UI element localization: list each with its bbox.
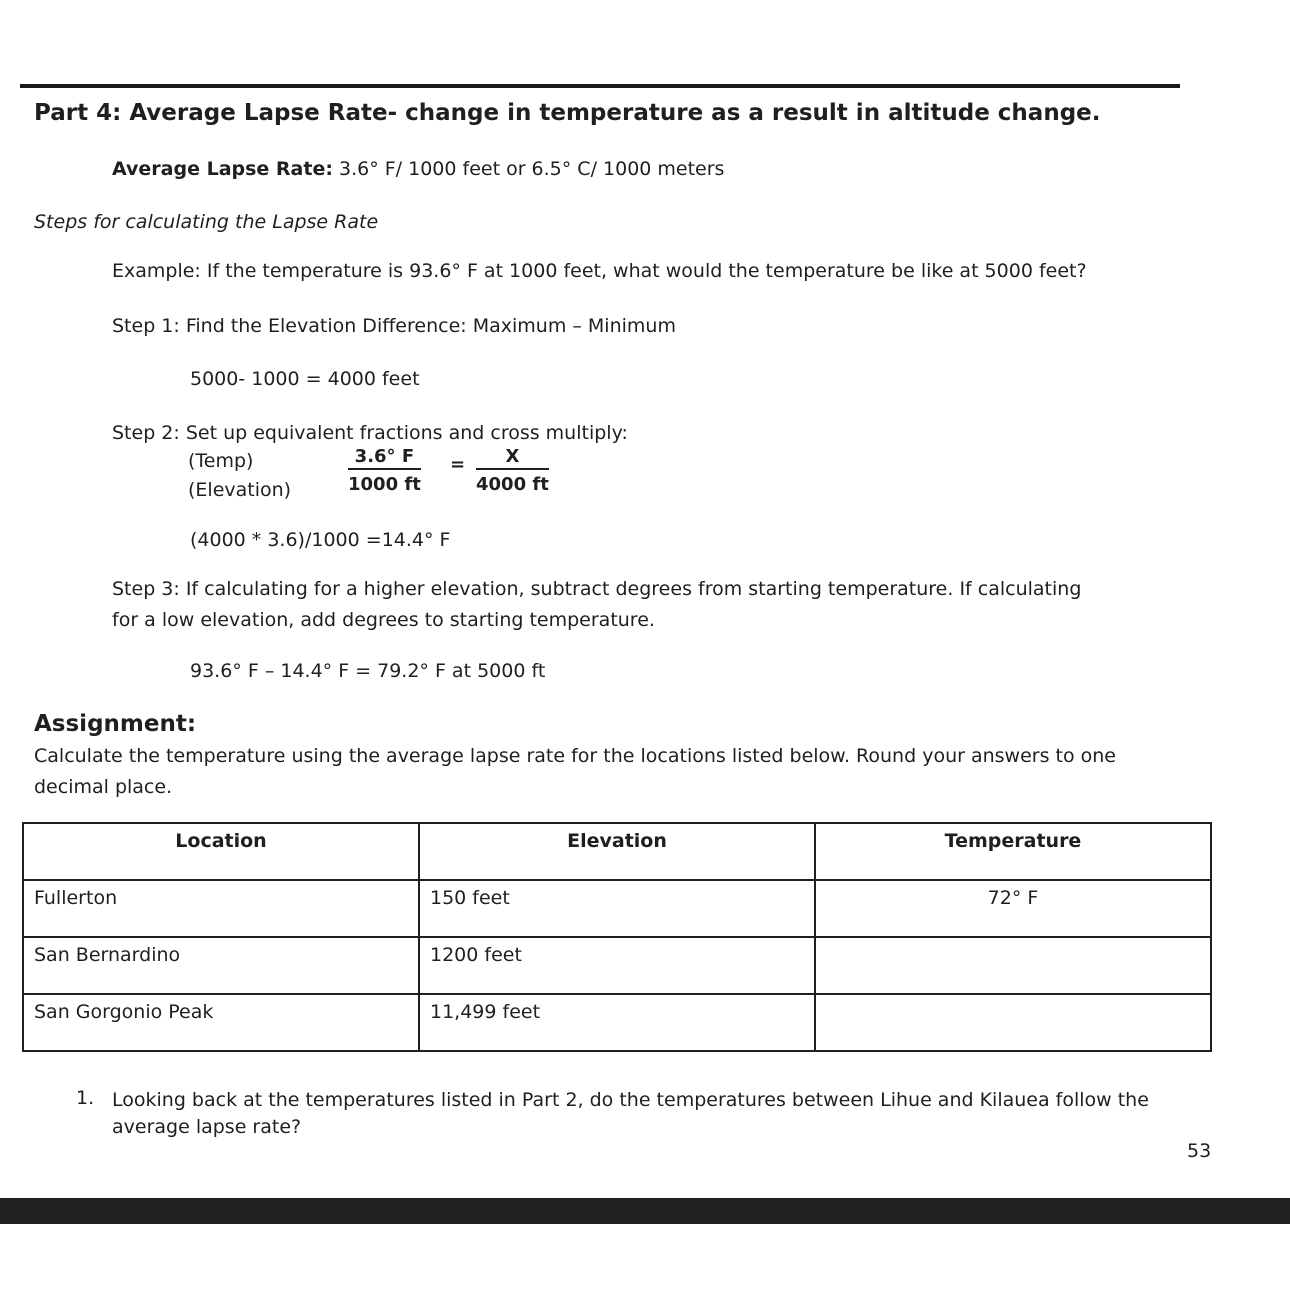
cell-location: San Bernardino xyxy=(23,937,419,994)
fraction-setup xyxy=(188,448,568,508)
average-lapse-rate-label: Average Lapse Rate: xyxy=(112,158,333,180)
table-header-row xyxy=(23,823,1211,880)
header-location: Location xyxy=(23,823,419,880)
label-elevation: (Elevation) xyxy=(188,479,292,501)
question-text: Looking back at the temperatures listed in Part 2, do the temperatures between Lihue and Kilauea follow the average lapse rate? xyxy=(112,1089,1149,1138)
cell-temperature[interactable] xyxy=(815,994,1211,1051)
step3-calc: 93.6° F – 14.4° F = 79.2° F at 5000 ft xyxy=(190,660,546,682)
cell-location: San Gorgonio Peak xyxy=(23,994,419,1051)
assignment-heading: Assignment: xyxy=(34,711,197,737)
cell-location: Fullerton xyxy=(23,880,419,937)
fraction-unknown-denominator: 4000 ft xyxy=(476,474,549,495)
step2-calc: (4000 * 3.6)/1000 =14.4° F xyxy=(190,529,451,551)
header-temperature: Temperature xyxy=(815,823,1211,880)
step3-line2: for a low elevation, add degrees to starting temperature. xyxy=(112,609,655,631)
page-number: 53 xyxy=(1187,1140,1212,1162)
cell-temperature[interactable]: 72° F xyxy=(815,880,1211,937)
fraction-rate xyxy=(348,446,421,495)
assignment-body: Calculate the temperature using the average lapse rate for the locations listed below. Round your answers to one decimal place. xyxy=(34,745,1116,798)
step2-text: Step 2: Set up equivalent fractions and cross multiply: xyxy=(112,422,628,444)
average-lapse-rate xyxy=(112,158,724,180)
cell-elevation: 1200 feet xyxy=(419,937,815,994)
fraction-rate-denominator: 1000 ft xyxy=(348,474,421,495)
table-row xyxy=(23,937,1211,994)
steps-title: Steps for calculating the Lapse Rate xyxy=(34,211,379,233)
fraction-rate-numerator: 3.6° F xyxy=(348,446,421,470)
question-number: 1. xyxy=(76,1087,95,1109)
section-heading: Part 4: Average Lapse Rate- change in temperature as a result in altitude change. xyxy=(34,100,1101,126)
example-text: Example: If the temperature is 93.6° F at 1000 feet, what would the temperature be like at 5000 feet? xyxy=(112,260,1087,282)
table-row xyxy=(23,994,1211,1051)
top-rule xyxy=(20,84,1180,88)
step1-calc: 5000- 1000 = 4000 feet xyxy=(190,368,420,390)
table-row xyxy=(23,880,1211,937)
bottom-bar xyxy=(0,1198,1290,1224)
cell-temperature[interactable] xyxy=(815,937,1211,994)
header-elevation: Elevation xyxy=(419,823,815,880)
average-lapse-rate-value: 3.6° F/ 1000 feet or 6.5° C/ 1000 meters xyxy=(339,158,725,180)
cell-elevation: 150 feet xyxy=(419,880,815,937)
fraction-unknown xyxy=(476,446,549,495)
cell-elevation: 11,499 feet xyxy=(419,994,815,1051)
location-table xyxy=(22,822,1212,1052)
equals-sign: = xyxy=(450,454,466,475)
fraction-unknown-numerator: X xyxy=(476,446,549,470)
step3-line1: Step 3: If calculating for a higher elevation, subtract degrees from starting temperature. If calculating xyxy=(112,578,1082,600)
step1-text: Step 1: Find the Elevation Difference: Maximum – Minimum xyxy=(112,315,676,337)
label-temp: (Temp) xyxy=(188,450,254,472)
